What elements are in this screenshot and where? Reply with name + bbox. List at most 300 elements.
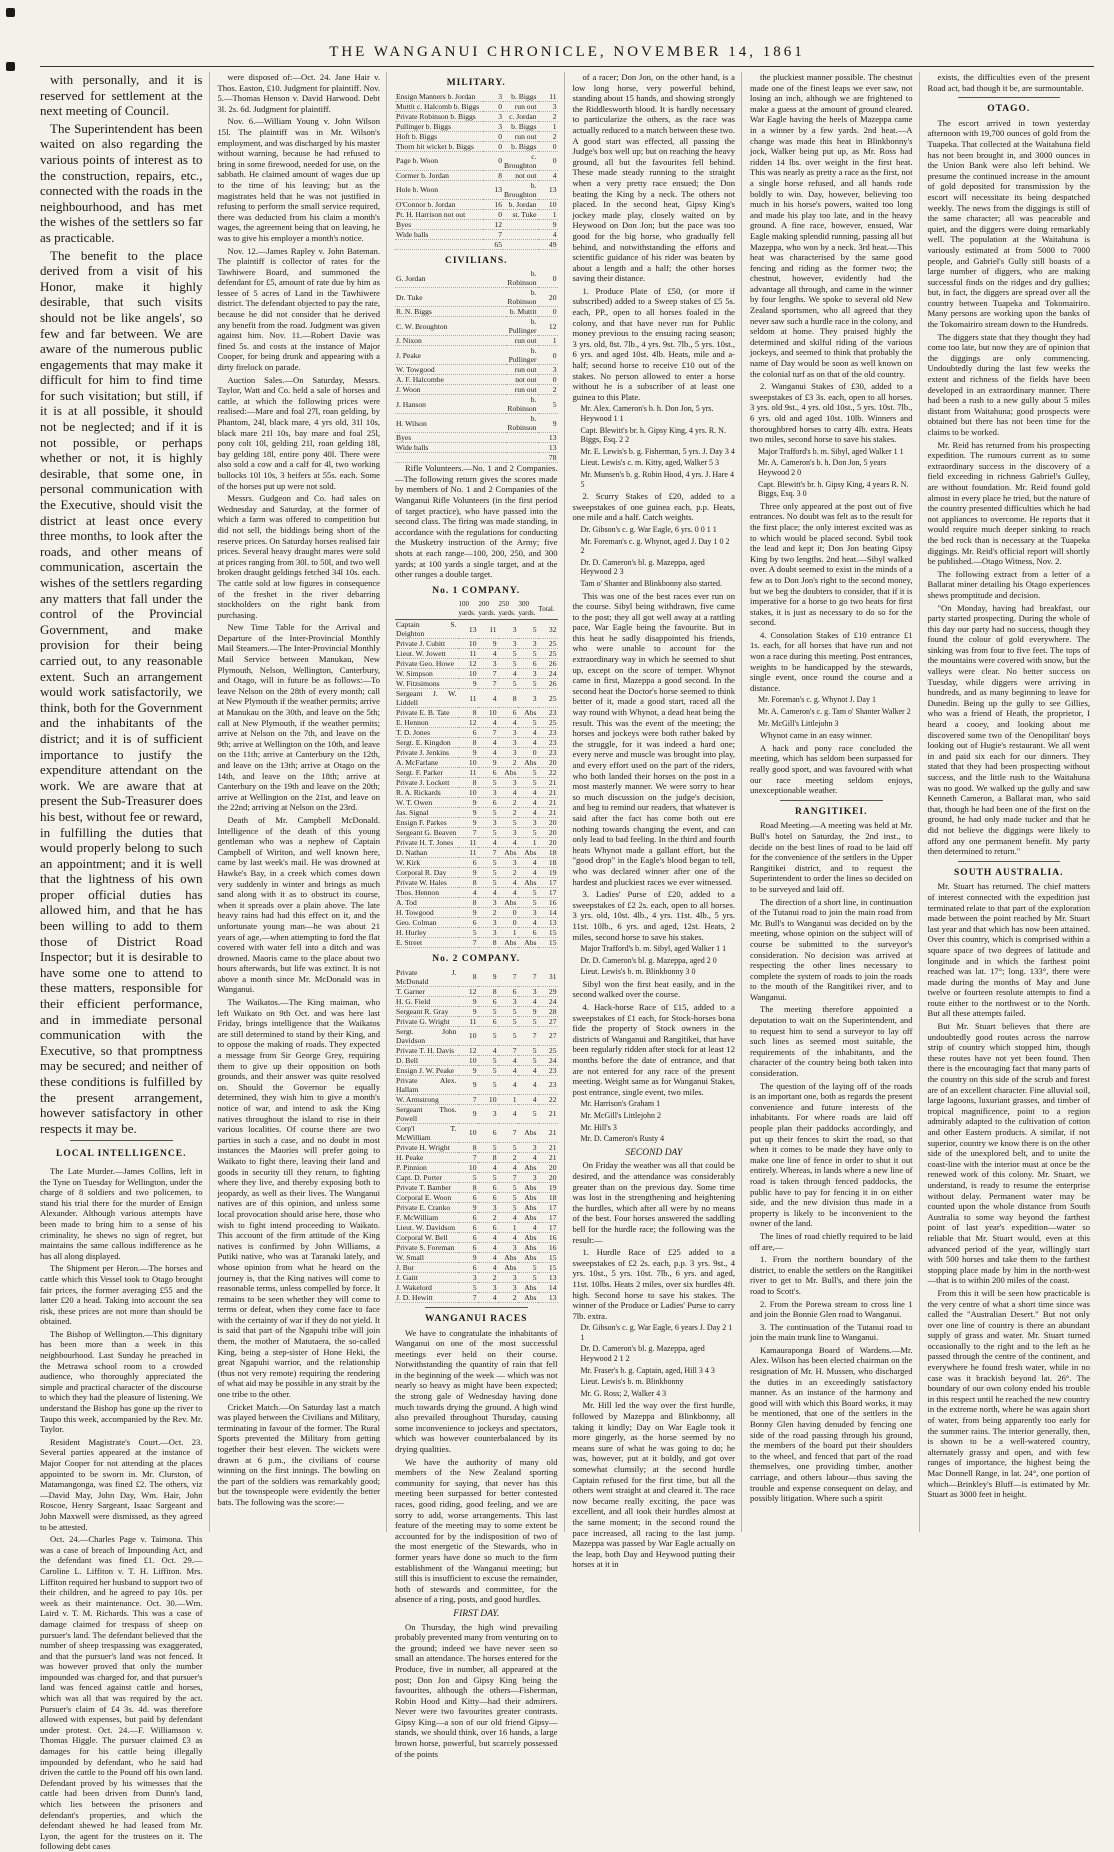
table-cell: 2: [498, 808, 518, 818]
table-cell: run out: [506, 365, 537, 375]
table-row: [395, 928, 558, 938]
table-row: [395, 679, 558, 689]
table-cell: G. Jordan: [395, 269, 506, 288]
table-row: [395, 239, 558, 249]
table-cell: 4: [498, 1212, 518, 1222]
table-cell: 2: [478, 908, 498, 918]
table-cell: 3: [538, 101, 558, 111]
table-cell: 3: [498, 1272, 518, 1282]
table-cell: run out: [503, 131, 538, 141]
table-row: [395, 219, 558, 229]
table-cell: b. Biggs: [503, 141, 538, 151]
race-entry: Capt. Blewitt's br. h. Gipsy King, 4 yrs. R. N. Biggs, Esq. 2 2: [580, 425, 726, 445]
table-cell: J. D. Hewitt: [395, 1292, 458, 1302]
table-cell: 5: [498, 1182, 518, 1192]
table-cell: 5: [518, 1016, 538, 1026]
race-entry: Mr. Harrison's Graham 1: [580, 1099, 661, 1109]
table-row: [395, 649, 558, 659]
company-1-table: [395, 599, 558, 948]
table-cell: 9: [478, 968, 498, 987]
table-row: [395, 938, 558, 948]
table-cell: Abs: [518, 1162, 538, 1172]
table-cell: 3: [498, 778, 518, 788]
table-cell: 5: [518, 768, 538, 778]
table-cell: 7: [498, 1172, 518, 1182]
race-entry: Lieut. Lewis's b. m. Blinkbonny 3 0: [580, 967, 696, 977]
column-header: Total.: [538, 599, 558, 620]
table-cell: 3: [478, 928, 498, 938]
article-paragraph: Mr. Reid has returned from his prospecting expedition. The rumours current as to some extraordinary success in the discovery of a field exceeding in richness Gabriel's Gulley, are without foundation. Mr. Reid found gold almost in every place he tried, but the nature of the country presented difficulties which he had not appliances to overcome. He reports that it would require much deeper sinking to reach the bed rock than is necessary at the Tuapeka diggings. Mr. Reid's official report will shortly be published.—Otago Witness, Nov. 2.: [927, 439, 1090, 567]
table-cell: 3: [498, 1242, 518, 1252]
table-cell: 0: [483, 209, 503, 219]
table-cell: 9: [478, 758, 498, 768]
table-cell: Corporal E. Woon: [395, 1192, 458, 1202]
table-cell: T. Garner: [395, 986, 458, 996]
table-cell: J. Wakelord: [395, 1282, 458, 1292]
table-cell: Sergt. John Davidson: [396, 1026, 457, 1045]
table-cell: 11: [458, 1016, 478, 1026]
table-cell: 10: [458, 669, 478, 679]
table-cell: 4: [498, 888, 518, 898]
race-entry: Capt. Blewitt's br. h. Gipsy King, 4 years R. N. Biggs, Esq. 3 0: [758, 479, 909, 499]
table-cell: E. Street: [395, 938, 458, 948]
table-cell: 9: [458, 908, 478, 918]
article-paragraph: The meeting therefore appointed a deputation to wait on the Superintendent, and to request him to send a surveyor to lay off such lines as seemed most suitable, the requirements of the inhabitants, and the character of the country being both taken into consideration.: [750, 1004, 913, 1079]
article-paragraph: New Time Table for the Arrival and Departure of the Inter-Provincial Monthly Mail Steamers.—The Inter-Provincial Monthly Mail Service between Manukau, New Plymouth, Nelson, Wellington, Canterbury, and Otago, will in future be as follows:—To leave Nelson on the 28th of every month; call at New Plymouth if the weather permits; arrive at Manukau on the 30th, and leave on the 5th; call at New Plymouth, if the weather permits; arrive at Nelson on the 7th, and leave on the 9th; arrive at Wellington on the 10th, and leave on the 11th; arrive at Canterbury on the 12th, and leave on the 13th; arrive at Otago on the 14th, and leave on the 18th; arrive at Canterbury on the 19th and leave on the 20th; arrive at Wellington on the 21st, and leave on the 22nd; arriving at Nelson on the 23rd.: [217, 622, 380, 813]
table-cell: 32: [538, 620, 558, 639]
race-entry: Dr. D. Cameron's bl. g. Mazeppa, aged Heywood 2 3: [580, 557, 705, 577]
table-cell: 3: [478, 1202, 498, 1212]
civilian-score-table: [395, 269, 558, 463]
table-cell: Lieut. W. Davidson: [395, 1222, 458, 1232]
table-cell: 4: [518, 1222, 538, 1232]
table-cell: c. Broughton: [504, 151, 537, 170]
table-cell: J. Gaitt: [395, 1272, 458, 1282]
table-row: [395, 968, 558, 987]
table-cell: 26: [538, 659, 558, 669]
table-cell: Abs: [498, 768, 518, 778]
table-cell: 17: [538, 1222, 558, 1232]
table-cell: 4: [518, 808, 538, 818]
race-entry: Lieut. Lewis's b. m. Blinkbonny: [580, 1377, 684, 1387]
table-row: [395, 738, 558, 748]
table-cell: 5: [498, 679, 518, 689]
table-cell: 7: [458, 1094, 478, 1104]
race-entry: Mr. E. Lewis's b. g. Fisherman, 5 yrs. J. Day 3 4: [580, 446, 735, 456]
table-cell: 1: [538, 209, 558, 219]
table-cell: 3: [478, 898, 498, 908]
article-paragraph: Death of Mr. Campbell McDonald. Intelligence of the death of this young gentleman who was a nephew of Captain Campbell of Wiriton, and well known here, came by last week's mail. He was drowned at Hawke's Bay, in a creek which comes down very suddenly in winter and brings as much sand along with it as to obstruct its course, when it spreads over a plain above. The late heavy rains had had this effect on it, and the unfortunate young man—he was about 21 years of age,—when attempting to ford the flat covered with water fell into a ditch and was drowned. Maoris came to the place about two hours afterwards, but life was extinct. It is not above a month since Mr. McDonald was in Wanganui.: [217, 814, 380, 995]
table-cell: 0: [538, 269, 558, 288]
table-cell: 5: [498, 1202, 518, 1212]
table-cell: Abs: [518, 1212, 538, 1222]
table-cell: 16: [538, 1232, 558, 1242]
table-cell: b. Muttit: [506, 307, 537, 317]
table-cell: 5: [498, 1192, 518, 1202]
table-cell: H. G. Field: [395, 996, 458, 1006]
table-cell: Jas. Signal: [395, 808, 458, 818]
table-cell: 5: [478, 778, 498, 788]
table-cell: 2: [478, 1272, 498, 1282]
table-row: [395, 1262, 558, 1272]
table-cell: 25: [538, 689, 558, 708]
table-cell: 5: [458, 1172, 478, 1182]
table-row: [395, 669, 558, 679]
table-cell: 19: [538, 1182, 558, 1192]
civilians-heading: CIVILIANS.: [444, 255, 508, 266]
table-cell: 3: [498, 748, 518, 758]
article-paragraph: exists, the difficulties even of the present Road act, bad though it be, are surmountable.: [927, 72, 1090, 93]
local-intelligence-heading: LOCAL INTELLIGENCE.: [56, 1149, 187, 1160]
table-cell: 12: [458, 986, 478, 996]
table-cell: 3: [498, 620, 518, 639]
race-paragraph: 1. Produce Plate of £50, (or more if subscribed) added to a Sweep stakes of £5 5s. each, PP., open to all horses foaled in the colony, and that have never run for Public money previous to the ensuing racing season; 3 yrs. old, 8st. 7lb., 4 yrs. 9st. 7lb., 5 yrs. 10st., 6 yrs. and aged 10st. 4lb. Heats, mile and a-half; second horse to receive £10 out of the stakes. No person allowed to enter a horse without he is a subscriber of at least one guinea to this Plate.: [572, 285, 735, 402]
table-cell: 13: [458, 620, 478, 639]
table-cell: 21: [538, 1142, 558, 1152]
race-paragraph: 4. Hack-horse Race of £15, added to a sweepstakes of £1 each, for Stock-horses bona fide the property of Stock owners in the districts of Wanganui and Rangitikei, that have been regularly ridden after stock for at least 12 months before the date of entrance, and that are not entered for any race of the present meeting. Weight same as for Wanganui Stakes, post entrance, single event, two miles.: [572, 1002, 735, 1097]
table-cell: 5: [538, 395, 558, 414]
south-australia-heading: SOUTH AUSTRALIA.: [954, 867, 1064, 878]
table-row: [395, 888, 558, 898]
table-cell: Private E. Cranko: [395, 1202, 458, 1212]
table-cell: 5: [518, 679, 538, 689]
table-cell: 6: [498, 986, 518, 996]
table-cell: 12: [538, 317, 558, 336]
race-paragraph: On Friday the weather was all that could be desired, and the attendance was considerably greater than on the previous day. Some time was lost in the strengthening and heightening the hurdles, which after all were by no means of the best. Four horses answered the saddling bell for the hurdle race; the following was the result:—: [572, 1160, 735, 1245]
race-entry: Mr. A. Cameron's b. h. Don Jon, 5 years Heywood 2 0: [758, 458, 887, 477]
table-cell: 3: [518, 908, 538, 918]
table-row: [395, 199, 558, 209]
table-cell: 9: [458, 679, 478, 689]
article-paragraph: Auction Sales.—On Saturday, Messrs. Taylor, Watt and Co. held a sale of horses and cattle, at which the following prices were realised:—Mare and foal 27l, roan gelding, by Phantom, 24l, black mare, 4 yrs old, 31l 10s, black mare 21l 10s, bay mare and foal 25l, pony colt 10l, gelding 21l, roan gelding 18l, bay gelding 18l, entire pony 40l. There were also sold a cow and a calf for 4l, two working bullocks 10l 10s, 3 heifers at 55s. each. Some of the horses put up were not sold.: [217, 374, 380, 491]
table-cell: Sergeant Thos. Powell: [396, 1104, 457, 1123]
table-cell: 23: [538, 748, 558, 758]
wanganui-races-heading: WANGANUI RACES: [425, 1313, 528, 1324]
table-cell: 5: [518, 620, 538, 639]
race-paragraph: 2. Wanganui Stakes of £30, added to a sweepstakes of £3 3s. each, open to all horses. 3 yrs. old 9st., 4 yrs. old 10st., 5 yrs. 10st. 7lb., 6 yrs. old and aged 10st. 10lb. Winners and thoroughbred horses to carry 4lb. extra. Heats two miles, second horse to save his stakes.: [750, 381, 913, 445]
article-paragraph: Mr. Stuart has returned. The chief matters of interest connected with the expedition just terminated relate to that part of the exploration made between the point reached by Mr. Stuart last year and that which has now been attained. Over this country, which is comprised within a square space of two degrees of latitude and longitude and in which the farthest point reached was lat. 17°; long. 133°, there were made during the months of May and June twelve or fourteen resolute attempts to find a route either to the northwest or to the North. But all these attempts failed.: [927, 881, 1090, 1019]
table-cell: 21: [538, 1104, 558, 1123]
article-paragraph: Road Meeting.—A meeting was held at Mr. Bull's hotel on Saturday, the 2nd inst., to decide on the best lines of road to be laid off for the convenience of the settlers in the Upper Rangitikei district, and to request the Superintendent to order the lines so decided on to be surveyed and laid off.: [750, 820, 913, 894]
table-cell: T. D. Jones: [395, 728, 458, 738]
table-cell: 4: [518, 858, 538, 868]
table-cell: 3: [498, 1282, 518, 1292]
race-entry: Dr. Gibson's c. g. War Eagle, 6 yrs. 0 0 1 1: [580, 524, 717, 534]
table-cell: 0: [518, 748, 538, 758]
table-cell: 0: [538, 151, 558, 170]
table-cell: 5: [478, 1172, 498, 1182]
table-cell: [506, 443, 537, 453]
table-cell: 5: [518, 898, 538, 908]
table-cell: 7: [518, 968, 538, 987]
table-cell: 5: [478, 868, 498, 878]
table-cell: 20: [538, 838, 558, 848]
table-row: [395, 878, 558, 888]
table-cell: b. Jordan: [503, 199, 538, 209]
table-cell: 4: [478, 748, 498, 758]
table-cell: 27: [538, 1016, 558, 1026]
table-cell: Abs: [518, 1123, 538, 1142]
article-paragraph: "On Monday, having had breakfast, our party started prospecting. During the whole of this day our party had no success, though they found the colour of gold everywhere. The sinking was from four to five feet. The tops of the mountains were covered with snow, but the valleys were clear. No better success on Tuesday, while diggers were arriving in hundreds, and as many beginning to leave for Dunedin. Being up the gully to see Gillies, who was a friend of Heath, the proprietor, I heard a cooey, and looking about me discovered some two of the Oenopilitan' boys looking out of Hugie's restaurant. We all went in and paid six each for our dinners. They stated that they had been prospecting without success, and the little rush to the Waitahuna was no good. We walked up the gully and saw Kenneth Cameron, a Ballarat man, who said that, though he had been one of the first on the ground, he had only made tucker and that he did not believe the diggings were likely to afford any one permanent benefit. My party then determined to return.": [927, 602, 1090, 857]
table-cell: 20: [538, 818, 558, 828]
table-cell: 15: [538, 928, 558, 938]
table-cell: Pullinger b. Biggs: [395, 121, 483, 131]
table-row: [395, 838, 558, 848]
race-paragraph: Mr. Hill led the way over the first hurdle, followed by Mazeppa and Blinkbonny, all taking it kindly; Day on War Eagle took it more gingerly, as the horse seemed by no means sure of what he was going to do; he was, however, put at it boldly, and got over somewhat clumsily; at the second hurdle Captain refused for the first time, but all the others went straight at and cleared it. The race now became really exciting, the pace was excellent, and all took their hurdles almost at the same moment; in the second round the pace increased, all racing to the last jump. Mazeppa was passed by War Eagle actually on the leap, both Day and Heywood putting their horses at it in: [572, 1400, 735, 1570]
table-cell: 10: [458, 758, 478, 768]
table-cell: J. Peake: [395, 346, 506, 365]
table-cell: st. Tuke: [503, 209, 538, 219]
table-cell: 3: [518, 669, 538, 679]
table-cell: 17: [538, 1202, 558, 1212]
table-cell: 3: [518, 689, 538, 708]
table-row: [395, 443, 558, 453]
race-entry: Dr. D. Cameron's bl. g. Mazeppa, aged 2 0: [580, 955, 717, 965]
table-row: [395, 307, 558, 317]
table-cell: Abs: [518, 1252, 538, 1262]
table-row: [395, 433, 558, 443]
military-score-table: [395, 92, 558, 250]
table-cell: R. A. Rickards: [395, 788, 458, 798]
table-row: [395, 288, 558, 307]
table-cell: 25: [538, 649, 558, 659]
article-paragraph: The escort arrived in town yesterday afternoon with 19,700 ounces of gold from the Tuapeka. That collected at the Waitahuna field has not been brought in, and 3000 ounces in the Union Bank were also left behind. We presume the continued increase in the amount of gold deposited for transmission by the escort will necessitate its being despatched weekly. The news from the diggings is still of the same character; all was peaceable and quiet, and the diggers were doing remarkably well. The population at the Waitahuna is variously estimated at from 5000 to 7000 people, and Gabriel's Gully still boasts of a large number of diggers, who are making successful finds on the ridges and dry gullies; but, in fact, the diggers are spread over all the country between Tuapeka and Tokomairiro. Many persons are working upon the banks of the Tokomairiro stream down to the Hundreds.: [927, 117, 1090, 330]
table-cell: 4: [518, 1065, 538, 1075]
column-header: 100 yards.: [458, 599, 478, 620]
table-cell: 13: [538, 1292, 558, 1302]
table-cell: 0: [498, 918, 518, 928]
article-paragraph: 2. From the Porewa stream to cross line 1 and join the Bonnie Glen road to Wanganui.: [750, 1298, 913, 1320]
table-cell: H. Hurley: [395, 928, 458, 938]
table-cell: Sergt. F. Parker: [395, 768, 458, 778]
table-cell: O'Connor b. Jordan: [395, 199, 483, 209]
table-cell: Corporal R. Day: [395, 868, 458, 878]
table-cell: 8: [458, 878, 478, 888]
table-cell: 23: [538, 708, 558, 718]
table-row: [395, 1075, 558, 1094]
table-cell: Private T. H. Davis: [395, 1045, 458, 1055]
table-cell: 4: [478, 1292, 498, 1302]
table-cell: 3: [478, 818, 498, 828]
table-cell: Private S. Foreman: [395, 1242, 458, 1252]
table-cell: 22: [538, 1094, 558, 1104]
table-row: [395, 1026, 558, 1045]
table-cell: Wide balls: [395, 229, 483, 239]
table-cell: 4: [498, 718, 518, 728]
local-news-item: The Bishop of Wellington.—This dignitary has been more than a week in this neighbourhood. Last Sunday he preached in the Metrawa school room to a crowded audience, who thoroughly appreciated the simple and practical character of the discourse to which they had the pleasure of listening. We understand the Bishop has gone up the river to Taupo this week, accompanied by the Rev. Mr. Taylor.: [40, 1328, 203, 1435]
table-cell: run out: [506, 385, 537, 395]
table-cell: 17: [538, 878, 558, 888]
table-cell: 5: [478, 1065, 498, 1075]
table-cell: 5: [498, 1006, 518, 1016]
table-cell: 6: [518, 659, 538, 669]
table-cell: 22: [538, 768, 558, 778]
table-cell: Ensign Manners b. Jordan: [395, 92, 483, 102]
race-entry: Dr. Gibson's c. g. War Eagle, 6 years J. Day 2 1 1: [580, 1323, 733, 1342]
table-row: [395, 728, 558, 738]
table-row: [395, 209, 558, 219]
table-row: [395, 375, 558, 385]
table-cell: 6: [498, 708, 518, 718]
table-cell: 9: [478, 639, 498, 649]
column-header: 300 yards.: [518, 599, 538, 620]
race-entry: Mr. Hill's 3: [580, 1122, 617, 1132]
table-cell: 9: [458, 808, 478, 818]
table-row: [395, 111, 558, 121]
company-1-heading: No. 1 COMPANY.: [432, 585, 521, 596]
table-cell: 4: [478, 1252, 498, 1262]
table-row: [395, 1142, 558, 1152]
table-row: [395, 131, 558, 141]
table-cell: 18: [538, 848, 558, 858]
table-cell: 4: [498, 1104, 518, 1123]
table-cell: 2: [538, 131, 558, 141]
table-cell: 4: [478, 649, 498, 659]
table-cell: Abs: [518, 1202, 538, 1212]
table-cell: 6: [478, 1192, 498, 1202]
table-cell: Sergeant G. Beaven: [396, 828, 457, 838]
table-row: [395, 788, 558, 798]
race-paragraph: This was one of the best races ever run on the course. Sibyl being withdrawn, five came to the post; they all got well away at a rattling pace, War Eagle being the favourite. But in this heat he sadly disappointed his friends, who were unable to account for the extraordinary way in which he seemed to shut up, except on the score of temper. Whynot came in first, Mazeppa a good second. In the second heat the Doctor's horse seemed to think better of it, made a good start, raced all the way round with Whynot, a dead heat being the result. This was the event of the meeting; the horses and jockeys were both rather baked by the struggle, for it was indeed a hard one; every nerve and muscle was brought into play, and every effort used on the part of the riders, who both landed their horses on the post in a most masterly manner. We were sorry to hear so much discussion on the judge's decision, and beg to remind our readers, that whatever is said after the fact has come both out ere nothing towards changing the event, and can only lead to bad feeling. In the third and fourth heats Whynot made a gallant effort, but the "good drop" in the Eagle's blood began to tell, who was declared winner after one of the hardest and pluckiest races we ever witnessed.: [572, 590, 735, 887]
table-cell: 3: [483, 121, 503, 131]
table-cell: 9: [458, 748, 478, 758]
table-cell: 0: [483, 151, 503, 170]
table-cell: 5: [518, 1055, 538, 1065]
table-cell: Ensign J. W. Peake: [395, 1065, 458, 1075]
table-cell: 3: [498, 828, 518, 838]
article-paragraph: 1. From the northern boundary of the district, to enable the settlers on the Rangitikei river to get to Mr. Bull's, and there join the road to Scott's.: [750, 1254, 913, 1296]
table-cell: 25: [538, 639, 558, 649]
table-cell: 5: [478, 828, 498, 838]
table-cell: 5: [518, 1104, 538, 1123]
table-cell: 7: [483, 229, 503, 239]
table-cell: W. Simpson: [395, 669, 458, 679]
table-cell: 10: [458, 639, 478, 649]
table-cell: 2: [498, 1292, 518, 1302]
table-cell: 2: [498, 1152, 518, 1162]
table-cell: 49: [538, 239, 558, 249]
table-row: [395, 986, 558, 996]
table-cell: 0: [538, 375, 558, 385]
table-cell: 3: [518, 1142, 538, 1152]
table-cell: 8: [458, 708, 478, 718]
table-row: [395, 336, 558, 346]
table-cell: 9: [458, 1075, 478, 1094]
table-cell: 1: [538, 121, 558, 131]
table-cell: 9: [538, 219, 558, 229]
table-cell: 5: [478, 808, 498, 818]
race-entry: Mr. Munsen's b. g. Robin Hood, 4 yrs. J. Hare 4 5: [580, 469, 734, 489]
table-row: [395, 151, 558, 170]
table-cell: 8: [483, 170, 503, 180]
table-cell: 3: [498, 639, 518, 649]
race-paragraph: the pluckiest manner possible. The chestnut made one of the finest leaps we ever saw, not losing an inch, although we are frightened to make a guess at the amount of ground cleared. War Eagle having the heels of Mazeppa came in a winner by a few yards. 2nd heat.—A change was made this heat in Blinkbonny's jock, Walker being put up, as Mr. Ross had ridden 14 lbs. over weight in the first heat. This was nearly as pretty a race as the first, not a single horse refused, and all hands rode boldly to win. Day, however, believing too much in his horse's powers, waited too long and made his play too late, and in the heavy ground. A fine race, however, ensued, War Eagle making splendid running, passing all but Mazeppa, who won by a neck. 3rd heat.—This heat was characterised by the same good fencing and riding as the former two; the chestnut, however, evidently had the advantage all through, and came in the winner by four lengths. We spoke to several old New Zealand sportsmen, who all agreed that they never saw such a hurdle race in the colony, and seldom at home. They praised highly the determined and skilful riding of the various jockeys, and seemed to think that probably the name of Day would be soon as well known on the colonial turf as on that of the old country.: [750, 72, 913, 379]
table-row: [395, 1242, 558, 1252]
table-cell: 0: [483, 131, 503, 141]
table-cell: run out: [503, 101, 538, 111]
table-row: [395, 620, 558, 639]
table-cell: 8: [478, 1152, 498, 1162]
table-cell: Private Geo. Howe: [395, 659, 458, 669]
table-cell: 9: [458, 818, 478, 828]
table-cell: [506, 453, 537, 463]
table-cell: 6: [478, 1182, 498, 1192]
table-cell: 5: [498, 1026, 518, 1045]
table-cell: Abs: [518, 848, 538, 858]
table-cell: 13: [538, 433, 558, 443]
table-cell: 24: [538, 1055, 558, 1065]
table-cell: Sergt. E. Kingdon: [395, 738, 458, 748]
table-cell: Page b. Woon: [395, 151, 483, 170]
table-cell: b. Robinson: [507, 414, 537, 433]
table-cell: 5: [498, 1142, 518, 1152]
table-cell: 7: [478, 728, 498, 738]
table-cell: 6: [478, 798, 498, 808]
table-cell: 11: [478, 620, 498, 639]
table-row: [395, 385, 558, 395]
table-cell: 4: [518, 868, 538, 878]
punch-mark-mid: [6, 62, 15, 71]
race-entry: Mr. A. Cameron's c. g. Tam o' Shanter Walker 2: [758, 707, 911, 717]
table-cell: [506, 433, 537, 443]
table-cell: 4: [498, 1055, 518, 1065]
race-entry: Mr. Foreman's c. g. Whynot, aged J. Day 1 0 2 2: [580, 536, 730, 556]
table-cell: 12: [458, 1045, 478, 1055]
table-cell: 24: [538, 669, 558, 679]
table-row: [395, 828, 558, 838]
table-cell: 3: [498, 858, 518, 868]
table-cell: Private J. Lockett: [395, 778, 458, 788]
table-cell: 0: [483, 101, 503, 111]
table-cell: 3: [478, 918, 498, 928]
table-cell: 4: [498, 1232, 518, 1242]
table-cell: 11: [458, 768, 478, 778]
races-paragraph: We have to congratulate the inhabitants of Wanganui on one of the most successful meetings ever held on their course. Notwithstanding the quantity of rain that fell in the beginning of the week — which was not nearly so heavy as might have been expected; the strong gale of Wednesday having done much towards drying the ground. A high wind also prevailed throughout Thursday, causing some inconvenience to jockeys and spectators, which was however counterbalanced by its drying qualities.: [395, 1327, 558, 1455]
article-paragraph: From this it will be seen how practicable is the very centre of what a short time since was called the "Australian Desert." But not only over one line of country is there an abundant supply of grass and water. Mr. Stuart turned occasionally to the right and to the left as he passed through the centre of the continent, and everywhere he found fresh water, while in no case was it brackish beyond lat. 26°. The boundary of our own colony ended his trouble in this respect until he reached the new country in the extreme north, where he was again short of water, from being apparently too early for the summer rains. The interior generally, then, is shown to be a well-watered country, alternately grassy and open, and with few ranges of importance, the highest being the Mac Donnell Range, in lat. 24°, one portion of which—Brinkley's Bluff—is estimated by Mr. Stuart as 3000 feet in height.: [927, 1287, 1090, 1500]
table-cell: 7: [458, 1152, 478, 1162]
article-paragraph: But Mr. Stuart believes that there are undoubtedly good routes across the narrow strip of country which stopped him, though these routes have not yet been found. Then there is the encouraging fact that many parts of the country on this side of the scrub and forest are of an excellent character. Fine alluvial soil, large lagoons, luxuriant grasses, and timber of tropical magnificence, point to a region admirably adapted to the cultivation of cotton and other Eastern products. A similar, if not superior, country we know there is on the other side of the unexplored belt, and to unite the coast-line with the interior must at once be the renewed work of this colony. Mr. Stuart, we understand, is ready to resume the enterprise without delay. Permanent water may be counted upon the whole distance from South Australia to some way beyond the farthest point of last year's expedition—water so reliable that Mr. Stuart would, even at this advanced period of the year, willingly start with 500 horses and take them to the farthest stopping place made by him in the north-west—that is to within 200 miles of the coast.: [927, 1021, 1090, 1286]
article-paragraph: The lines of road chiefly required to be laid off are,—: [750, 1230, 913, 1252]
table-row: [395, 898, 558, 908]
table-row: [395, 1123, 558, 1142]
table-cell: 2: [498, 868, 518, 878]
table-cell: 3: [458, 1272, 478, 1282]
table-row: [395, 1292, 558, 1302]
table-cell: A. F. Halcombe: [395, 375, 506, 385]
table-cell: Sergeant R. Gray: [395, 1006, 458, 1016]
table-cell: 15: [538, 938, 558, 948]
table-cell: [503, 239, 538, 249]
table-cell: 4: [478, 1045, 498, 1055]
table-cell: 9: [538, 414, 558, 433]
table-cell: Private E. B. Tate: [395, 708, 458, 718]
table-cell: 0: [498, 908, 518, 918]
table-cell: Abs: [518, 1292, 538, 1302]
table-cell: Thorn hit wicket b. Biggs: [395, 141, 483, 151]
table-cell: not out: [503, 170, 538, 180]
table-row: [395, 170, 558, 180]
table-cell: 11: [538, 92, 558, 102]
table-cell: 6: [478, 996, 498, 1006]
table-cell: 10: [458, 788, 478, 798]
table-row: [395, 1212, 558, 1222]
table-cell: 5: [518, 718, 538, 728]
column-2: [218, 72, 388, 1532]
table-cell: Private H. Wright: [395, 1142, 458, 1152]
table-cell: Abs: [518, 1282, 538, 1292]
table-cell: Hole b. Woon: [395, 180, 483, 199]
article-paragraph: with personally, and it is reserved for settlement at the next meeting of Council.: [40, 72, 203, 119]
